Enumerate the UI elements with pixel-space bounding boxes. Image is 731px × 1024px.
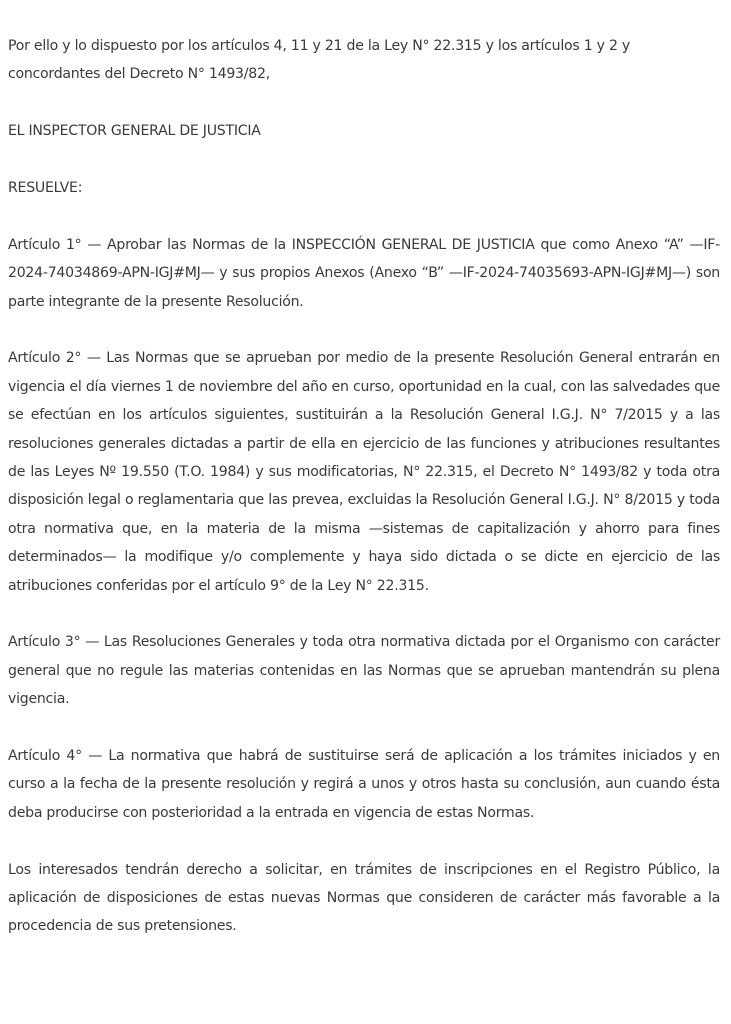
signatory-heading: EL INSPECTOR GENERAL DE JUSTICIA: [8, 123, 261, 140]
article-1-paragraph: Artículo 1° — Aprobar las Normas de la INSPECCIÓN GENERAL DE JUSTICIA que como Anexo “A” —IF-2024-74034869-APN-IGJ#MJ— y sus propios Anexos (Anexo “B” —IF-2024-74035693-APN-IGJ#MJ—) son parte integrante de la presente Resolución.: [8, 236, 720, 310]
document-body: [8, 32, 720, 941]
interested-parties-paragraph: Los interesados tendrán derecho a solicitar, en trámites de inscripciones en el Registro Público, la aplicación de disposiciones de estas nuevas Normas que consideren de carácter más favorable a la procedencia de sus pretensiones.: [8, 861, 720, 935]
preamble-paragraph: Por ello y lo dispuesto por los artículos 4, 11 y 21 de la Ley N° 22.315 y los artículos 1 y 2 y concordantes del Decreto N° 1493/82,: [8, 38, 630, 83]
resolves-heading: RESUELVE:: [8, 180, 83, 196]
article-2-paragraph: Artículo 2° — Las Normas que se aprueban por medio de la presente Resolución General entrarán en vigencia el día viernes 1 de noviembre del año en curso, oportunidad en la cual, con las salvedades que se efectúan en los artículos siguientes, sustituirán a la Resolución General I.G.J. N° 7/2015 y a las resoluciones generales dictadas a partir de ella en ejercicio de las funciones y atribuciones resultantes de las Leyes Nº 19.550 (T.O. 1984) y sus modificatorias, N° 22.315, el Decreto N° 1493/82 y toda otra disposición legal o reglamentaria que las prevea, excluidas la Resolución General I.G.J. N° 8/2015 y toda otra normativa que, en la materia de la misma —sistemas de capitalización y ahorro para fines determinados— la modifique y/o complemente y haya sido dictada o se dicte en ejercicio de las atribuciones conferidas por el artículo 9° de la Ley N° 22.315.: [8, 350, 720, 594]
article-4-paragraph: Artículo 4° — La normativa que habrá de sustituirse será de aplicación a los trámites iniciados y en curso a la fecha de la presente resolución y regirá a unos y otros hasta su conclusión, aun cuando ésta deba producirse con posterioridad a la entrada en vigencia de estas Normas.: [8, 748, 720, 821]
article-3-paragraph: Artículo 3° — Las Resoluciones Generales y toda otra normativa dictada por el Organismo con carácter general que no regule las materias contenidas en las Normas que se aprueban mantendrán su plena vigencia.: [8, 634, 720, 708]
